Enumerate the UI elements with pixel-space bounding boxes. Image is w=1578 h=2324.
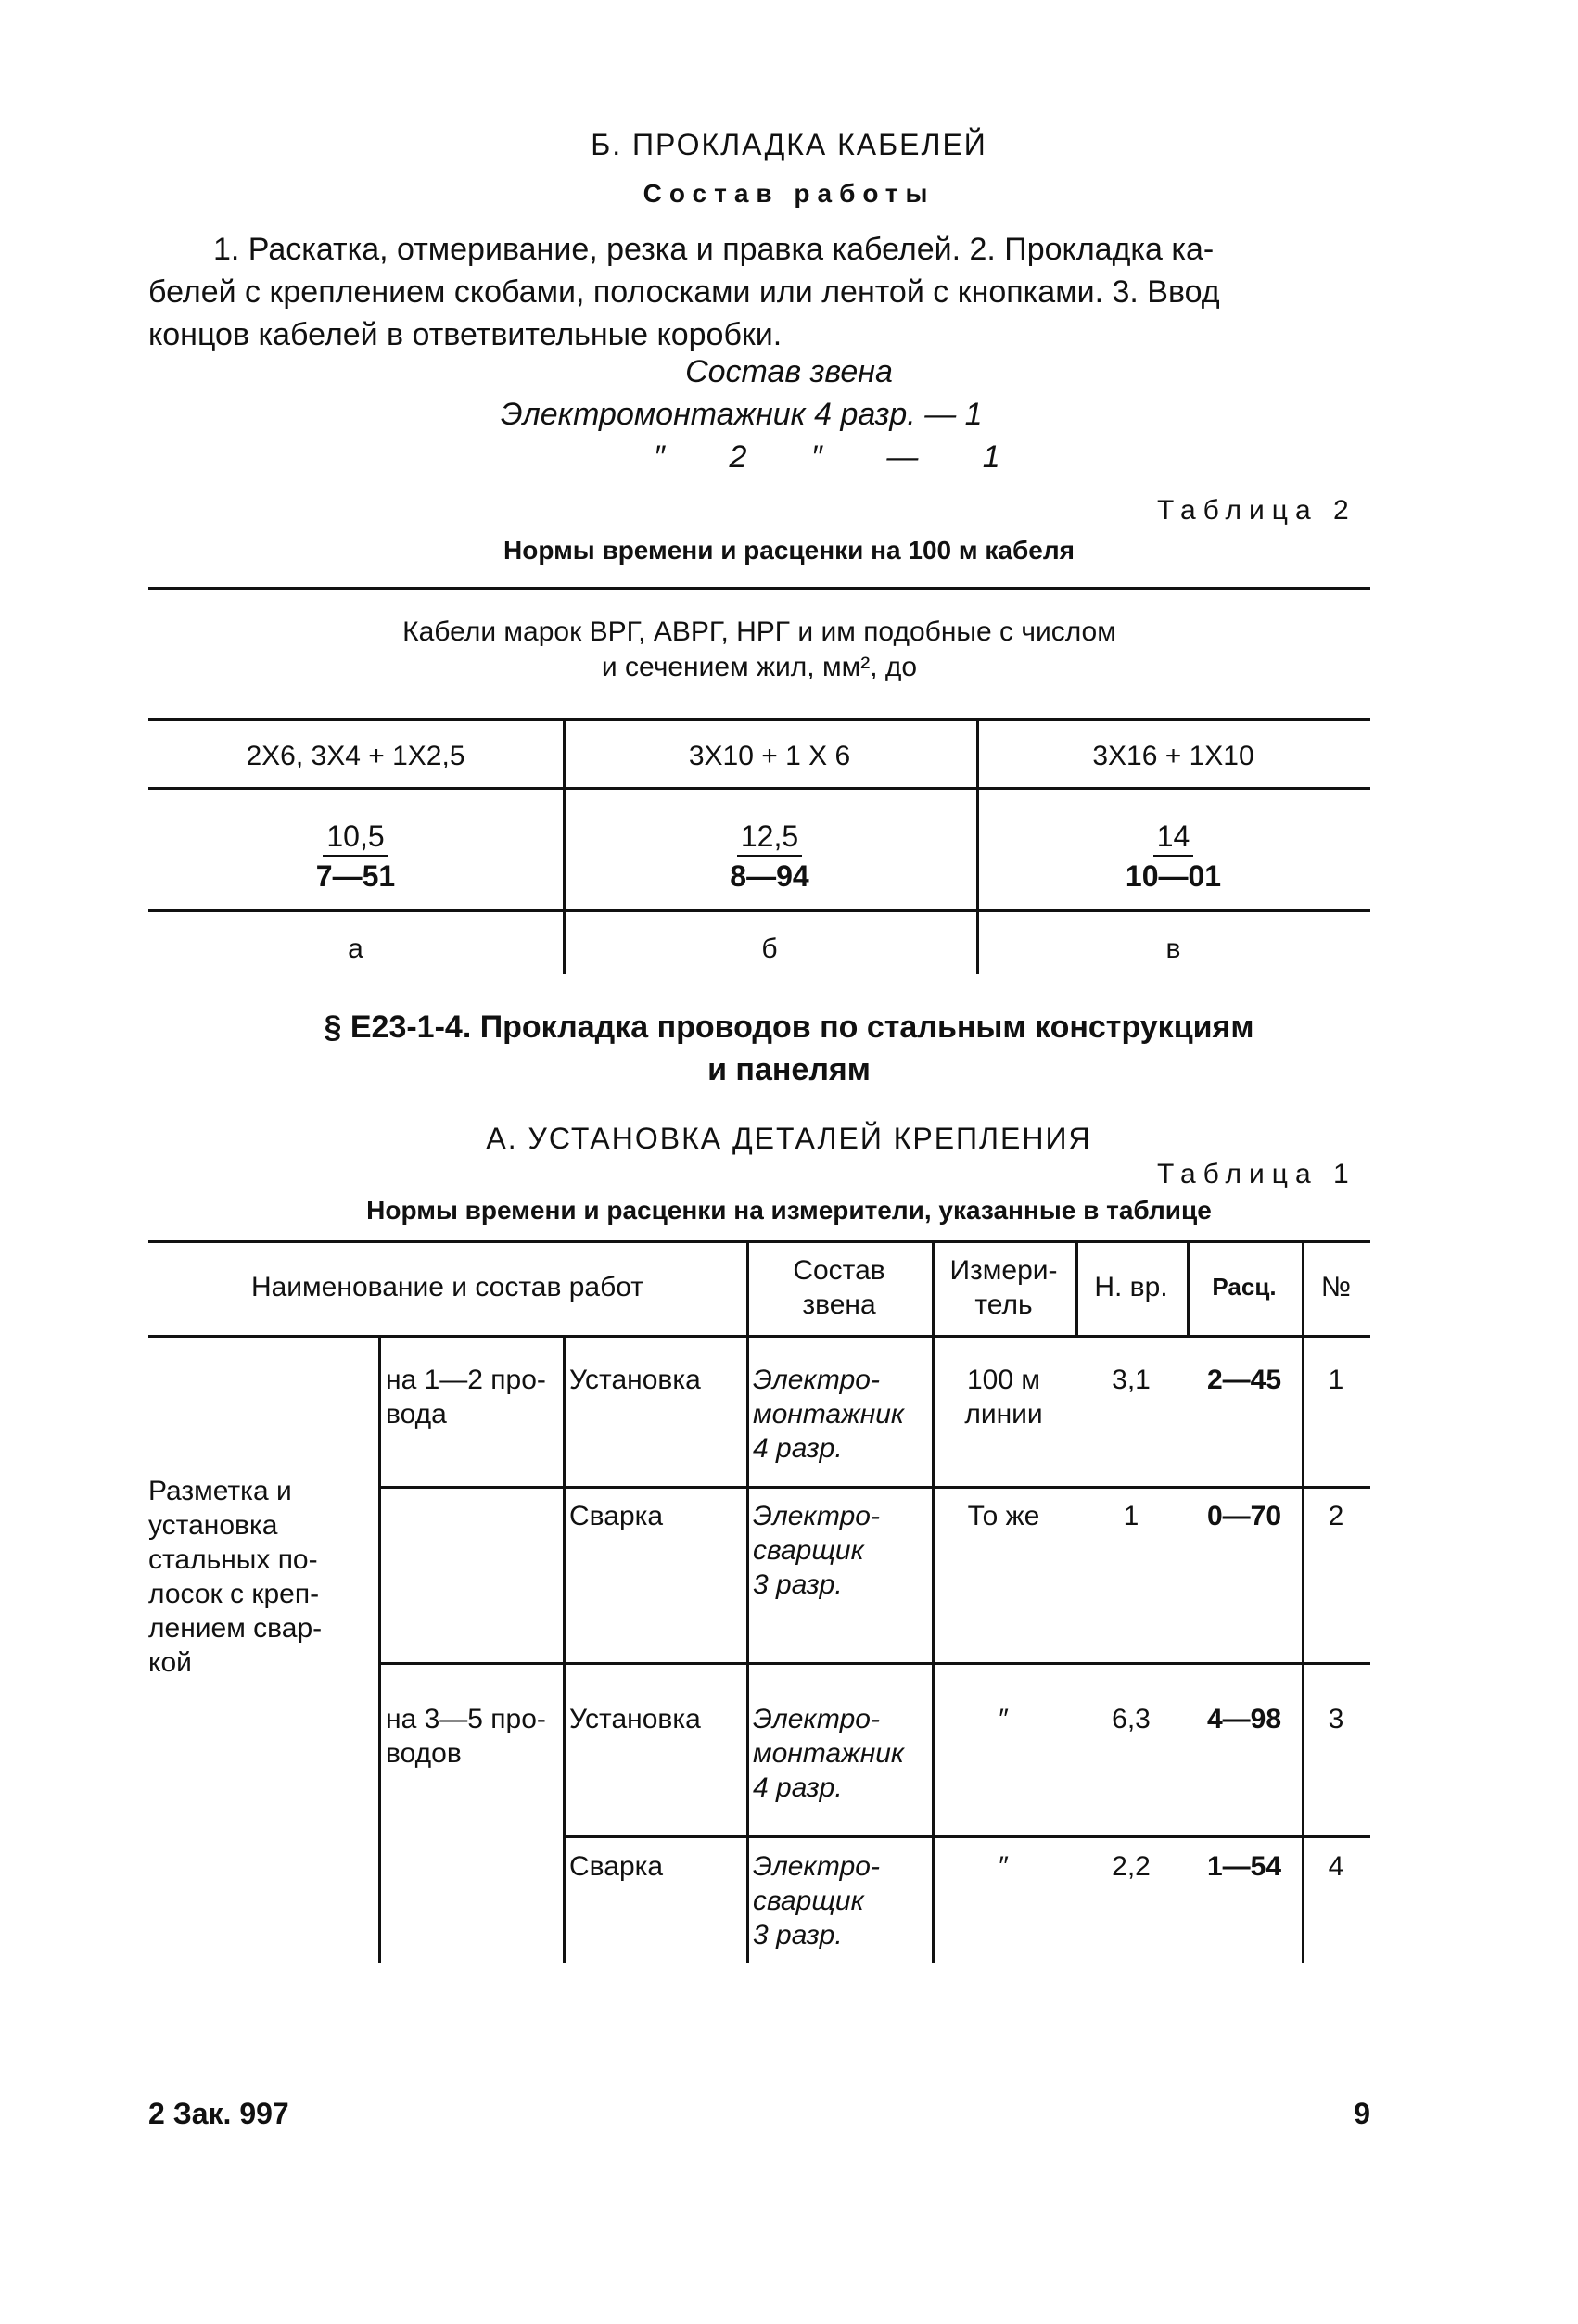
unit-line: 100 м — [966, 1365, 1040, 1395]
header-crew — [746, 1253, 932, 1322]
operation: Сварка — [569, 1501, 664, 1531]
column-letter: а — [348, 933, 363, 964]
crew-line: Электро- — [753, 1501, 880, 1531]
table-rule — [378, 1486, 1370, 1489]
section-title: Б. ПРОКЛАДКА КАБЕЛЕЙ — [591, 128, 987, 161]
group-label-line: кой — [148, 1647, 192, 1678]
price: 0—70 — [1206, 1501, 1282, 1531]
unit — [932, 1702, 1075, 1736]
price: 2—45 — [1206, 1365, 1282, 1395]
work-text — [148, 228, 1391, 356]
header-crew-line: Состав — [793, 1255, 885, 1286]
header-time: Н. вр. — [1094, 1272, 1168, 1302]
unit — [932, 1849, 1075, 1884]
header-name: Наименование и состав работ — [250, 1272, 644, 1302]
crew-line: сварщик — [753, 1535, 864, 1566]
operation: Сварка — [569, 1851, 664, 1882]
crew-line: монтажник — [753, 1399, 905, 1429]
crew-line: монтажник — [753, 1738, 905, 1769]
unit — [932, 1499, 1075, 1533]
section-title — [0, 1006, 1578, 1091]
table2-col-header: 2Х6, 3Х4 + 1Х2,5 — [246, 741, 465, 771]
table2-header-line: Кабели марок ВРГ, АВРГ, НРГ и им подобные с числом — [402, 616, 1116, 647]
row-number: 2 — [1328, 1501, 1344, 1531]
crew — [753, 1363, 931, 1466]
table-caption: Нормы времени и расценки на 100 м кабеля — [503, 536, 1075, 565]
norm-fraction — [976, 818, 1370, 895]
group-label-line: установка — [148, 1510, 278, 1541]
crew-heading: Состав звена — [685, 354, 893, 389]
time-norm: 1 — [1123, 1501, 1139, 1531]
header-number: № — [1320, 1272, 1352, 1302]
group-label-line: стальных по- — [148, 1544, 318, 1575]
price: 10—01 — [1125, 859, 1222, 893]
crew-line: Электро- — [753, 1851, 880, 1882]
table2-header — [148, 615, 1370, 685]
table-col-divider — [378, 1335, 381, 1963]
header-crew-line: звена — [802, 1289, 876, 1320]
table-label: Таблица 1 — [1157, 1159, 1356, 1189]
price: 7—51 — [315, 859, 396, 893]
table2-col-header: 3Х10 + 1 Х 6 — [688, 741, 851, 771]
header-unit-line: тель — [974, 1289, 1033, 1320]
table-rule — [148, 587, 1370, 590]
time-norm: 10,5 — [323, 818, 388, 857]
group-label-line: Разметка и — [148, 1476, 292, 1506]
section-title-line: и панелям — [707, 1052, 871, 1087]
crew-line: 3 разр. — [753, 1920, 843, 1950]
group-label — [148, 1474, 371, 1680]
table-caption: Нормы времени и расценки на измерители, указанные в таблице — [366, 1196, 1212, 1225]
table-col-divider — [746, 1335, 749, 1963]
crew-line: Электромонтажник 4 разр. — 1 — [501, 397, 983, 432]
row-number: 1 — [1328, 1365, 1344, 1395]
crew-line: ″ 2 ″ — 1 — [654, 439, 1000, 475]
unit-line: ″ — [999, 1851, 1009, 1882]
price: 1—54 — [1206, 1851, 1282, 1882]
table-label: Таблица 2 — [1157, 495, 1356, 526]
work-text-line: 1. Раскатка, отмеривание, резка и правка кабелей. 2. Прокладка ка- — [213, 232, 1215, 267]
unit-line: линии — [964, 1399, 1043, 1429]
work-text-line: белей с креплением скобами, полосками или лентой с кнопками. 3. Ввод — [148, 274, 1220, 310]
subgroup-label-line: водов — [386, 1738, 462, 1769]
subgroup-label-line: на 3—5 про- — [386, 1704, 546, 1734]
work-heading: Состав работы — [643, 179, 935, 208]
group-label-line: лосок с креп- — [148, 1579, 320, 1609]
unit — [932, 1363, 1075, 1431]
crew-line: Электро- — [753, 1704, 880, 1734]
group-label-line: лением свар- — [148, 1613, 323, 1644]
footer-order: 2 Зак. 997 — [148, 2097, 289, 2130]
subgroup-label — [386, 1363, 562, 1431]
crew-line: сварщик — [753, 1886, 864, 1916]
time-norm: 2,2 — [1112, 1851, 1151, 1882]
header-unit — [932, 1253, 1075, 1322]
time-norm: 12,5 — [737, 818, 802, 857]
subsection-title: А. УСТАНОВКА ДЕТАЛЕЙ КРЕПЛЕНИЯ — [486, 1122, 1092, 1155]
operation: Установка — [569, 1365, 701, 1395]
table-rule — [148, 1335, 1370, 1338]
column-letter: б — [761, 933, 778, 964]
price: 4—98 — [1206, 1704, 1282, 1734]
header-unit-line: Измери- — [949, 1255, 1058, 1286]
time-norm: 3,1 — [1112, 1365, 1151, 1395]
table-rule — [378, 1662, 1370, 1665]
time-norm: 14 — [1153, 818, 1194, 857]
crew-line: 4 разр. — [753, 1433, 843, 1464]
unit-line: ″ — [999, 1704, 1009, 1734]
section-title-line: § Е23-1-4. Прокладка проводов по стальным конструкциям — [324, 1010, 1254, 1045]
crew — [753, 1702, 931, 1805]
crew-line: 4 разр. — [753, 1772, 843, 1803]
norm-fraction — [148, 818, 563, 895]
crew — [753, 1849, 931, 1952]
table-rule — [563, 1835, 1370, 1838]
crew-line: 3 разр. — [753, 1569, 843, 1600]
subgroup-label-line: на 1—2 про- — [386, 1365, 546, 1395]
work-text-line: концов кабелей в ответвительные коробки. — [148, 317, 783, 352]
time-norm: 6,3 — [1112, 1704, 1151, 1734]
column-letter: в — [1165, 933, 1181, 964]
row-number: 3 — [1328, 1704, 1344, 1734]
subgroup-label — [386, 1702, 562, 1771]
subgroup-label-line: вода — [386, 1399, 447, 1429]
table2-header-line: и сечением жил, мм², до — [601, 652, 918, 682]
table-rule — [148, 787, 1370, 790]
crew — [753, 1499, 931, 1602]
unit-line: То же — [967, 1501, 1040, 1531]
header-price: Расц. — [1212, 1273, 1277, 1301]
price: 8—94 — [730, 859, 809, 893]
operation: Установка — [569, 1704, 701, 1734]
table-rule — [148, 909, 1370, 912]
table2-col-header: 3Х16 + 1Х10 — [1092, 741, 1254, 771]
table-col-divider — [563, 1335, 566, 1963]
norm-fraction — [563, 818, 976, 895]
table-rule — [148, 718, 1370, 721]
row-number: 4 — [1328, 1851, 1344, 1882]
page-number: 9 — [1354, 2097, 1370, 2130]
crew-line: Электро- — [753, 1365, 880, 1395]
